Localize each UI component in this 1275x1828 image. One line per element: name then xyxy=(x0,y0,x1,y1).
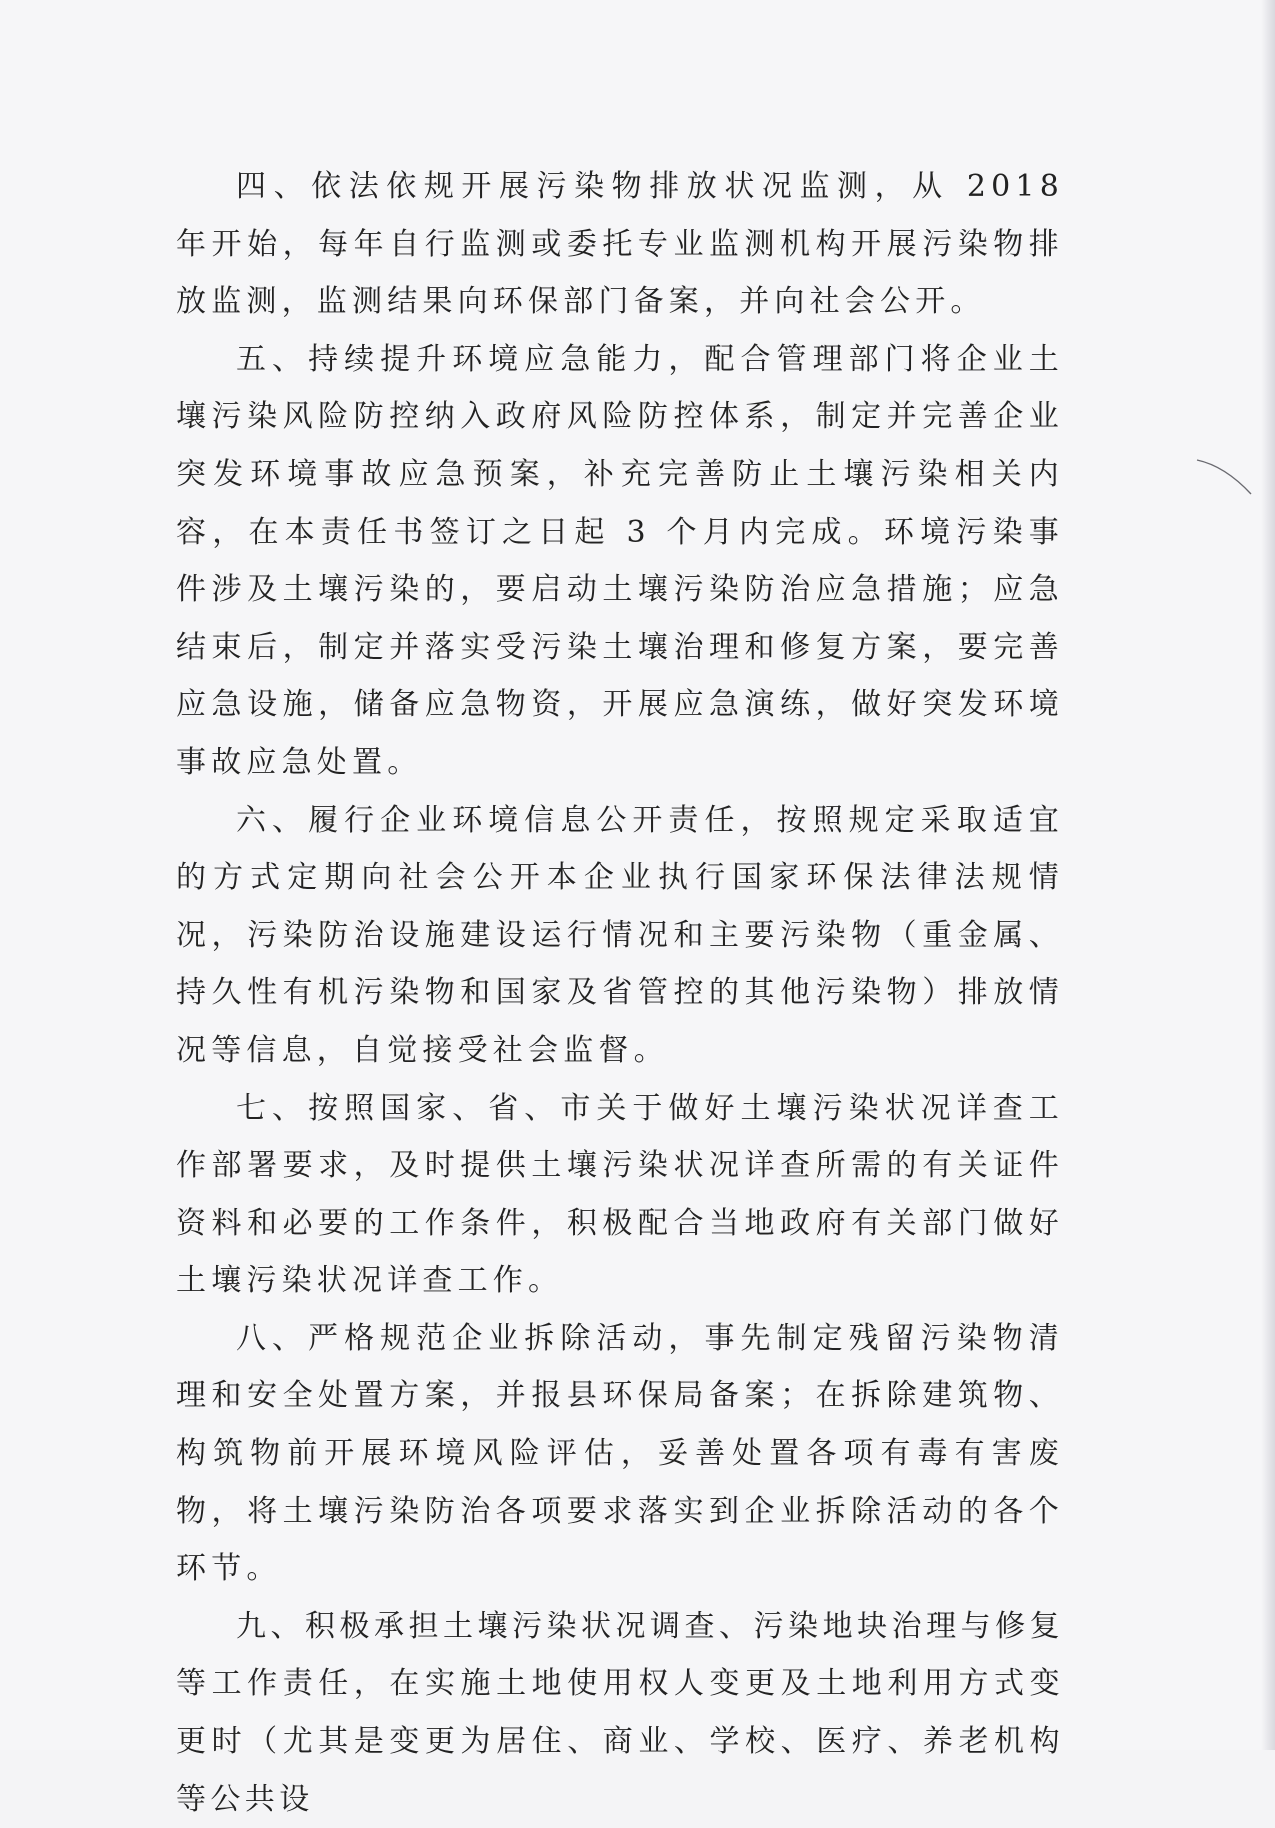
document-body xyxy=(176,158,1064,1828)
paragraph-five: 五、持续提升环境应急能力，配合管理部门将企业土壤污染风险防控纳入政府风险防控体系，制定并完善企业突发环境事故应急预案，补充完善防止土壤污染相关内容，在本责任书签订之日起 3 个月内完成。环境污染事件涉及土壤污染的，要启动土壤污染防治应急措施；应急结束后，制定并落实受污染土壤治理和修复方案，要完善应急设施，储备应急物资，开展应急演练，做好突发环境事故应急处置。 xyxy=(176,341,1064,780)
scan-stray-mark xyxy=(1195,458,1255,498)
paragraph-eight: 八、严格规范企业拆除活动，事先制定残留污染物清理和安全处置方案，并报县环保局备案；在拆除建筑物、构筑物前开展环境风险评估，妥善处置各项有毒有害废物，将土壤污染防治各项要求落实到企业拆除活动的各个环节。 xyxy=(176,1320,1064,1587)
paragraph-six: 六、履行企业环境信息公开责任，按照规定采取适宜的方式定期向社会公开本企业执行国家环保法律法规情况，污染防治设施建设运行情况和主要污染物（重金属、持久性有机污染物和国家及省管控的其他污染物）排放情况等信息，自觉接受社会监督。 xyxy=(176,802,1064,1068)
paragraph-four: 四、依法依规开展污染物排放状况监测，从 2018 年开始，每年自行监测或委托专业监测机构开展污染物排放监测，监测结果向环保部门备案，并向社会公开。 xyxy=(176,169,1064,320)
scan-edge-shadow xyxy=(1261,0,1275,1750)
paragraph-seven: 七、按照国家、省、市关于做好土壤污染状况详查工作部署要求，及时提供土壤污染状况详查所需的有关证件资料和必要的工作条件，积极配合当地政府有关部门做好土壤污染状况详查工作。 xyxy=(176,1090,1064,1299)
paragraph-nine: 九、积极承担土壤污染状况调查、污染地块治理与修复等工作责任，在实施土地使用权人变更及土地利用方式变更时（尤其是变更为居住、商业、学校、医疗、养老机构等公共设 xyxy=(176,1608,1064,1817)
